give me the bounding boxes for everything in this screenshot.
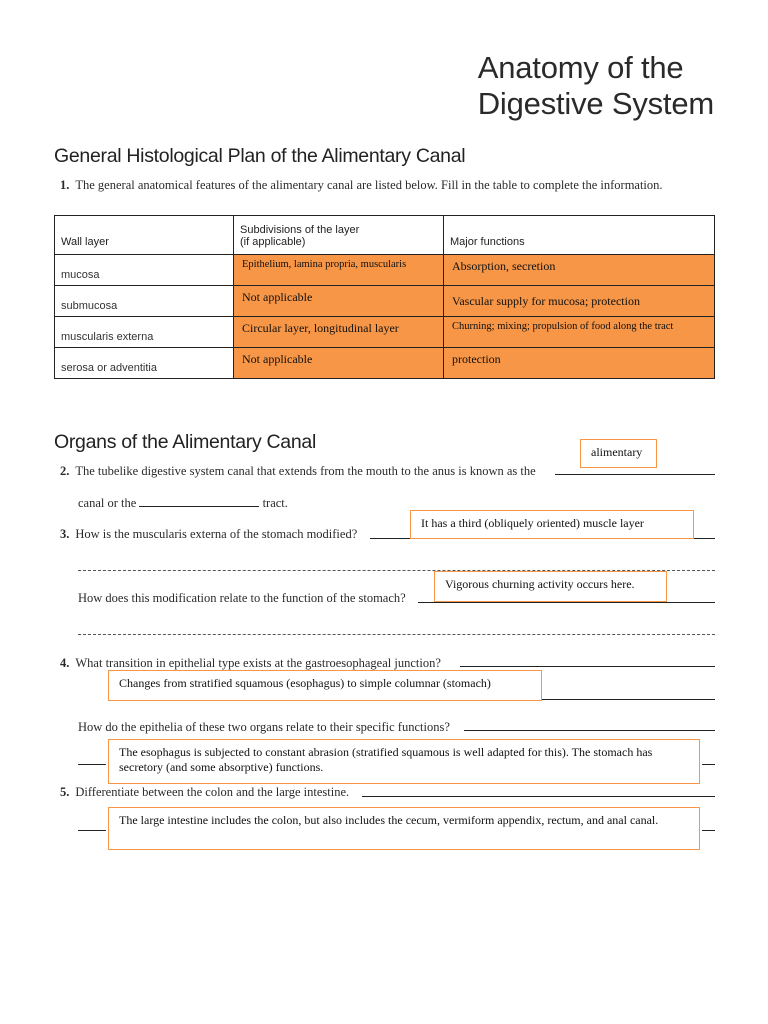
cell-subdivisions-serosa[interactable]: Not applicable	[234, 348, 444, 379]
answer-line	[702, 830, 715, 831]
answer-box-q2[interactable]: alimentary	[580, 439, 657, 468]
cell-functions-serosa[interactable]: protection	[444, 348, 715, 379]
histology-table	[54, 215, 715, 379]
answer-box-q3b[interactable]: Vigorous churning activity occurs here.	[434, 571, 667, 602]
answer-line	[702, 764, 715, 765]
question-2	[60, 464, 536, 479]
cell-layer-serosa: serosa or adventitia	[55, 348, 234, 379]
question-2-line-2-start: canal or the	[78, 496, 137, 510]
cell-functions-mucosa[interactable]: Absorption, secretion	[444, 255, 715, 286]
answer-line	[464, 730, 715, 731]
question-4-number: 4.	[60, 656, 70, 670]
answer-line	[78, 634, 715, 635]
cell-layer-muscularis-externa: muscularis externa	[55, 317, 234, 348]
table-row	[55, 255, 715, 286]
question-1-number: 1.	[60, 178, 70, 192]
question-5	[60, 785, 349, 800]
question-2-number: 2.	[60, 464, 70, 478]
answer-box-q5[interactable]: The large intestine includes the colon, but also includes the cecum, vermiform appendix, rectum, and anal canal.	[108, 807, 700, 850]
header-wall-layer: Wall layer	[55, 216, 234, 255]
answer-box-q4[interactable]: Changes from stratified squamous (esophagus) to simple columnar (stomach)	[108, 670, 542, 701]
question-4	[60, 656, 441, 671]
table-row	[55, 286, 715, 317]
question-4-text: What transition in epithelial type exists at the gastroesophageal junction?	[75, 656, 441, 670]
answer-line	[362, 796, 715, 797]
answer-box-q3[interactable]: It has a third (obliquely oriented) muscle layer	[410, 510, 694, 539]
answer-box-q4b[interactable]: The esophagus is subjected to constant abrasion (stratified squamous is well adapted for this). The stomach has secretory (and some absorptive) functions.	[108, 739, 700, 784]
question-3-text: How is the muscularis externa of the stomach modified?	[75, 527, 358, 541]
header-subdivisions-line-2: (if applicable)	[240, 236, 306, 248]
question-3	[60, 527, 357, 542]
cell-layer-submucosa: submucosa	[55, 286, 234, 317]
section-heading-histological-plan: General Histological Plan of the Alimentary Canal	[54, 145, 466, 167]
answer-line	[418, 602, 715, 603]
answer-line	[78, 830, 106, 831]
cell-subdivisions-submucosa[interactable]: Not applicable	[234, 286, 444, 317]
answer-line	[78, 764, 106, 765]
cell-layer-mucosa: mucosa	[55, 255, 234, 286]
page-title	[478, 50, 714, 122]
question-1-text: The general anatomical features of the alimentary canal are listed below. Fill in the table to complete the information.	[75, 178, 663, 192]
answer-line	[460, 666, 715, 667]
question-2-text: The tubelike digestive system canal that extends from the mouth to the anus is known as the	[75, 464, 536, 478]
cell-subdivisions-mucosa[interactable]: Epithelium, lamina propria, muscularis	[234, 255, 444, 286]
question-5-text: Differentiate between the colon and the large intestine.	[75, 785, 350, 799]
answer-line	[555, 474, 715, 475]
question-3b: How does this modification relate to the function of the stomach?	[78, 591, 406, 605]
question-3-number: 3.	[60, 527, 70, 541]
section-heading-organs: Organs of the Alimentary Canal	[54, 431, 316, 453]
header-subdivisions-line-1: Subdivisions of the layer	[240, 224, 360, 236]
title-line-2: Digestive System	[477, 86, 714, 121]
cell-functions-submucosa[interactable]: Vascular supply for mucosa; protection	[444, 286, 715, 317]
question-5-number: 5.	[60, 785, 70, 799]
table-row	[55, 317, 715, 348]
title-line-1: Anatomy of the	[477, 50, 684, 85]
table-header-row	[55, 216, 715, 255]
question-1	[60, 178, 663, 193]
header-subdivisions	[234, 216, 444, 255]
question-2-line-2-end: tract.	[262, 496, 288, 510]
cell-subdivisions-muscularis-externa[interactable]: Circular layer, longitudinal layer	[234, 317, 444, 348]
header-major-functions: Major functions	[444, 216, 715, 255]
blank-line	[139, 506, 259, 507]
answer-line	[542, 699, 715, 700]
table-row	[55, 348, 715, 379]
question-4b: How do the epithelia of these two organs relate to their specific functions?	[78, 720, 450, 734]
question-2-line-2	[78, 496, 288, 511]
cell-functions-muscularis-externa[interactable]: Churning; mixing; propulsion of food along the tract	[444, 317, 715, 348]
